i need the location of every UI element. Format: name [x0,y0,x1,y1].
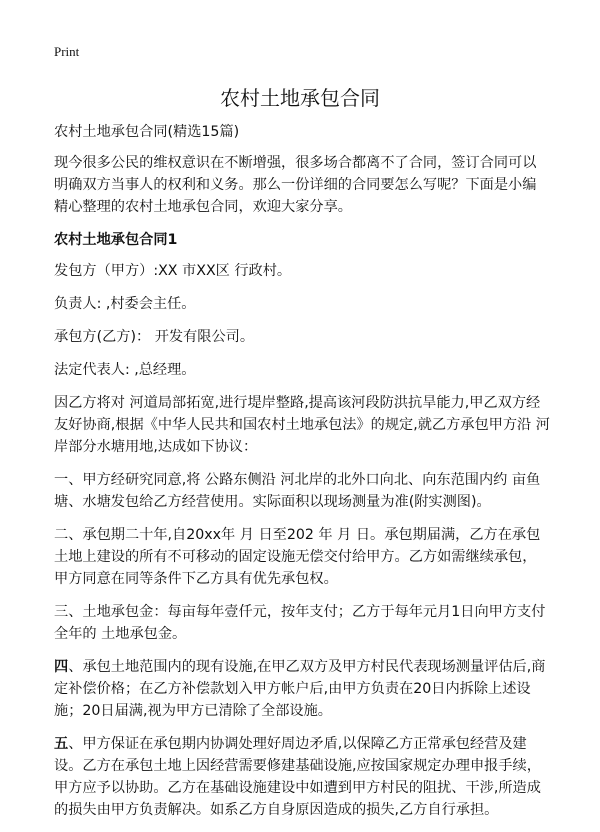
party-issuer-representative: 负责人: ,村委会主任。 [54,296,196,312]
document-subtitle: 农村土地承包合同(精选15篇) [54,124,240,140]
clause-3 [54,601,550,645]
party-contractor-representative: 法定代表人: ,总经理。 [54,362,196,378]
clause-number: 五 [54,736,69,752]
document-body [54,121,550,832]
preamble-paragraph: 因乙方将对 河道局部拓宽,进行堤岸整路,提高该河段防洪抗旱能力,甲乙双方经友好协商,根据《中华人民共和国农村土地承包法》的规定,就乙方承包甲方沿 河岸部分水塘用地,达成如下协议： [54,395,550,455]
document-title: 农村土地承包合同 [220,86,380,110]
clause-text: 、甲方经研究同意,将 公路东侧沿 河北岸的北外口向北、向东范围内约 亩鱼塘、水塘发包给乙方经营使用。实际面积以现场测量为准(附实测图)。 [54,472,541,510]
party-contractor: 承包方(乙方)： 开发有限公司。 [54,329,255,345]
clause-number: 二 [54,527,69,543]
clause-text: 、土地承包金：每亩每年壹仟元，按年支付；乙方于每年元月1日向甲方支付全年的 土地承包金。 [54,604,546,642]
clause-4 [54,656,550,722]
section-heading: 农村土地承包合同1 [54,232,178,248]
clause-number: 一 [54,472,69,488]
intro-paragraph: 现今很多公民的维权意识在不断增强，很多场合都离不了合同，签订合同可以明确双方当事人的权利和义务。那么一份详细的合同要怎么写呢？下面是小编精心整理的农村土地承包合同，欢迎大家分享。 [54,155,537,215]
clause-5 [54,733,550,821]
clause-number: 四 [54,659,69,675]
party-issuer: 发包方（甲方）:XX 市XX区 行政村。 [54,263,292,279]
clause-2 [54,524,550,590]
print-link[interactable]: Print [54,44,80,59]
clause-number: 三 [54,604,69,620]
clause-text: 、承包土地范围内的现有设施,在甲乙双方及甲方村民代表现场测量评估后,商定补偿价格；在乙方补偿款划入甲方帐户后,由甲方负责在20日内拆除上述设施；20日届满,视为甲方已清除了全部设施。 [54,659,546,719]
clause-text: 、甲方保证在承包期内协调处理好周边矛盾,以保障乙方正常承包经营及建设。乙方在承包土地上因经营需要修建基础设施,应按国家规定办理申报手续，甲方应予以协助。乙方在基础设施建设中如遭到甲方村民的阻扰、干涉,所造成的损失由甲方负责解决。如系乙方自身原因造成的损失,乙方自行承担。 [54,736,541,818]
clause-1 [54,469,550,513]
clause-text: 、承包期二十年,自20xx年 月 日至202 年 月 日。承包期届满，乙方在承包土地上建设的所有不可移动的固定设施无偿交付给甲方。乙方如需继续承包，甲方同意在同等条件下乙方具有优先承包权。 [54,527,541,587]
